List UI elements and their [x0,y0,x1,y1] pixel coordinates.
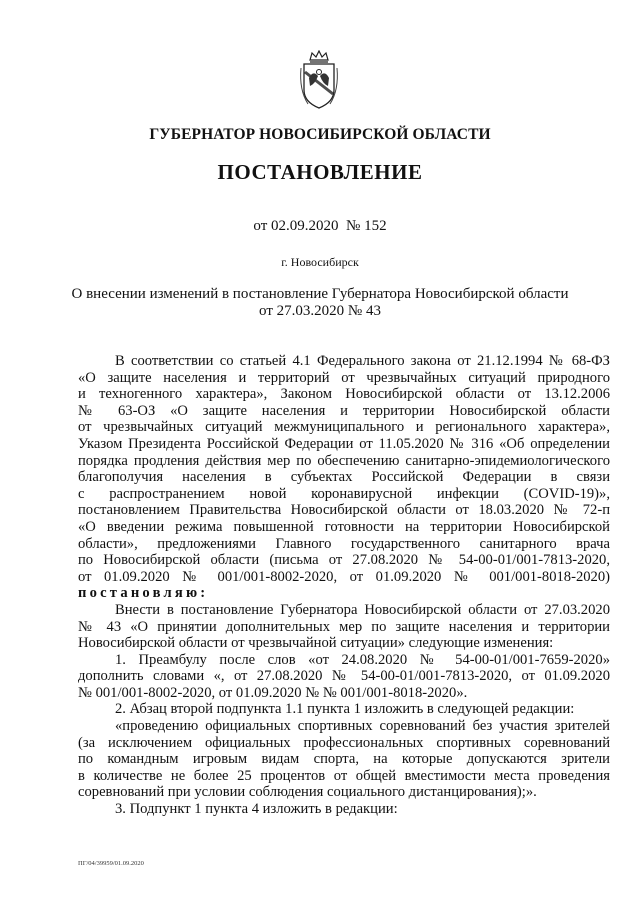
body-line: дополнить словами «, от 27.08.2020 № 54-00-01/001-7813-2020, от 01.09.2020 [78,668,610,685]
body-line: № 63-ОЗ «О защите населения и территории Новосибирской области [78,402,610,419]
resolution-word: постановляю: [78,585,209,602]
document-subject [0,286,640,320]
city-line: г. Новосибирск [281,255,359,269]
subject-line: О внесении изменений в постановление Губернатора Новосибирской области [71,286,569,302]
body-line: «О защите населения и территорий от чрезвычайных ситуаций природного [78,369,610,386]
body-line: с распространением новой коронавирусной инфекции (COVID-19)», [78,485,610,502]
body-line: 1. Преамбулу после слов «от 24.08.2020 № 54-00-01/001-7659-2020» [115,651,610,668]
body-line: В соответствии со статьей 4.1 Федерального закона от 21.12.1994 № 68-ФЗ [115,353,610,369]
date-number-line: от 02.09.2020 № 152 [253,218,387,234]
body-line: и техногенного характера», Законом Новосибирской области от 13.12.2006 [78,386,610,403]
body-line: Новосибирской области от чрезвычайной ситуации» следующие изменения: [78,635,554,652]
subject-line: от 27.03.2020 № 43 [259,303,381,319]
body-line: соревнований при условии соблюдения социального дистанцирования);». [78,784,537,801]
governor-heading: ГУБЕРНАТОР НОВОСИБИРСКОЙ ОБЛАСТИ [149,126,491,143]
body-line: «проведению официальных спортивных соревнований без участия зрителей [115,718,610,735]
body-line: постановлением Правительства Новосибирской области от 18.03.2020 № 72-п [78,502,610,519]
body-line: «О введении режима повышенной готовности на территории Новосибирской [78,518,610,535]
body-line: (за исключением официальных профессиональных спортивных соревнований [78,734,610,751]
body-line: по Новосибирской области (письма от 27.08.2020 № 54-00-01/001-7813-2020, [78,552,610,569]
body-line: Внести в постановление Губернатора Новосибирской области от 27.03.2020 [115,601,610,618]
body-line: благополучия населения в субъектах Российской Федерации в связи [78,469,610,486]
coat-of-arms-icon [298,50,340,112]
document-code: ПГ/04/39959/01.09.2020 [78,860,144,867]
body-line: от чрезвычайных ситуаций межмуниципального и регионального характера», [78,419,610,436]
body-line: № 001/001-8002-2020, от 01.09.2020 № № 001/001-8018-2020». [78,684,468,701]
body-line: № 43 «О принятии дополнительных мер по защите населения и территории [78,618,610,635]
body-line: порядка продления действия мер по обеспечению санитарно-эпидемиологического [78,452,610,469]
document-type-title: ПОСТАНОВЛЕНИЕ [217,160,423,184]
body-line: по командным игровым видам спорта, на которые допускаются зрители [78,751,610,768]
body-line: области», предложениями Главного государственного санитарного врача [78,535,610,552]
body-line: 2. Абзац второй подпункта 1.1 пункта 1 изложить в следующей редакции: [115,701,575,718]
document-body [78,353,610,818]
body-line: в количестве не более 25 процентов от общей вместимости места проведения [78,767,610,784]
body-line: 3. Подпункт 1 пункта 4 изложить в редакции: [115,801,398,818]
body-line: Указом Президента Российской Федерации от 11.05.2020 № 316 «Об определении [78,435,610,452]
body-line: от 01.09.2020 № 001/001-8002-2020, от 01.09.2020 № 001/001-8018-2020) [78,568,610,585]
